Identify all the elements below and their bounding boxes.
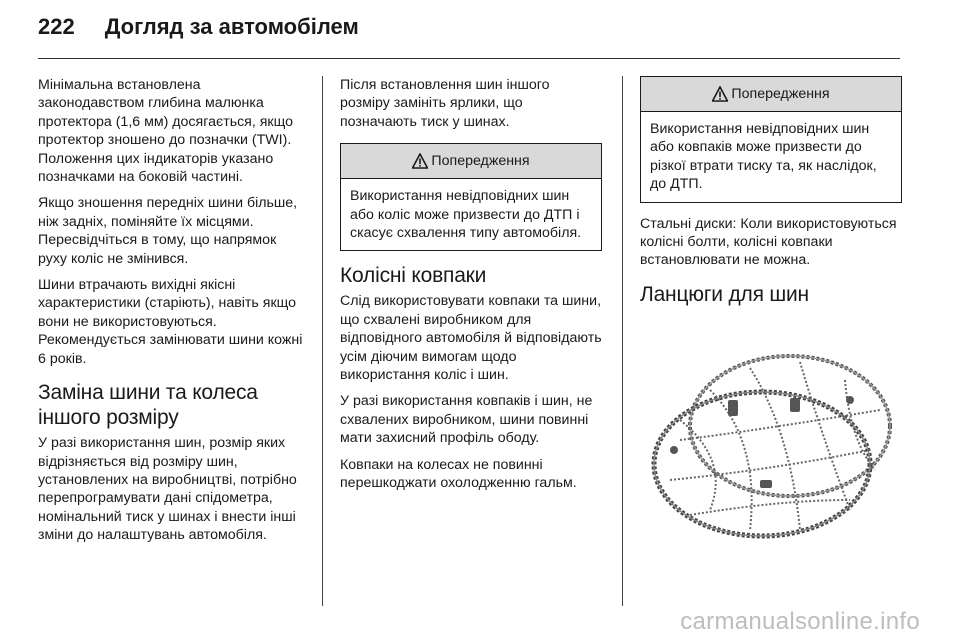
- warning-box: [340, 143, 602, 251]
- paragraph-caps-profile: У разі використання ковпаків і шин, не схвалених виробником, шини повинні мати захисний профіль ободу.: [340, 393, 593, 447]
- heading-replace-tyres: Заміна шини та колеса іншого розміру: [38, 381, 258, 430]
- warning-header: [641, 77, 901, 112]
- paragraph-caps-approved: Слід використовувати ковпаки та шини, що схвалені виробником для відповідного автомобіля й відповідають усім діючим вимогам щодо використання коліс і шин.: [340, 293, 602, 384]
- page-number: 222: [38, 14, 75, 39]
- paragraph-rotate-tyres: Якщо зношення передніх шини більше, ніж задніх, поміняйте їх місцями. Пересвідчіться в тому, що напрямок руху коліс не змінився.: [38, 195, 298, 267]
- column-1: [38, 76, 308, 553]
- warning-text: Використання невідповідних шин або ковпаків може призвести до різкої втрати тиску та, як наслідок, до ДТП.: [650, 121, 877, 193]
- snow-chains-illustration: [640, 340, 902, 552]
- paragraph-tread-depth: Мінімальна встановлена законодавством глибина малюнка протектора (1,6 мм) досягається, якщо протектор зношено до позначки (TWI). Положення цих індикаторів указано позначками на боковій частині.: [38, 77, 294, 186]
- warning-box: [640, 76, 902, 203]
- column-3: [640, 76, 902, 311]
- warning-title: Попередження: [431, 153, 530, 170]
- warning-text: Використання невідповідних шин або коліс може призвести до ДТП і скасує схвалення типу автомобіля.: [350, 188, 582, 242]
- warning-header: [341, 144, 601, 179]
- paragraph-reprogram: У разі використання шин, розмір яких відрізняється від розміру шин, установлених на виробництві, потрібно перепрограмувати дані спідометра, номінальний тиск у шинах і внести інші зміни до налаштувань автомобіля.: [38, 435, 297, 544]
- paragraph-caps-cooling: Ковпаки на колесах не повинні перешкоджати охолодженню гальм.: [340, 456, 577, 492]
- page-header: [38, 14, 359, 50]
- column-2: [340, 76, 602, 501]
- warning-triangle-icon: [712, 86, 728, 102]
- warning-title: Попередження: [731, 86, 830, 102]
- column-divider-2: [622, 76, 623, 606]
- column-divider-1: [322, 76, 323, 606]
- paragraph-steel-rims: Стальні диски: Коли використовуються колісні болти, колісні ковпаки встановлювати не можна.: [640, 215, 897, 269]
- heading-wheel-caps: Колісні ковпаки: [340, 264, 487, 288]
- paragraph-tyre-aging: Шини втрачають вихідні якісні характеристики (старіють), навіть якщо вони не використовуються. Рекомендується замінювати шини кожні 6 років.: [38, 277, 303, 367]
- warning-triangle-icon: [412, 153, 428, 169]
- header-divider: [38, 58, 900, 59]
- paragraph-replace-labels: Після встановлення шин іншого розміру замініть ярлики, що позначають тиск у шинах.: [340, 77, 550, 130]
- watermark: carmanualsonline.info: [680, 608, 920, 635]
- heading-snow-chains: Ланцюги для шин: [640, 282, 809, 306]
- page-title: Догляд за автомобілем: [104, 14, 359, 39]
